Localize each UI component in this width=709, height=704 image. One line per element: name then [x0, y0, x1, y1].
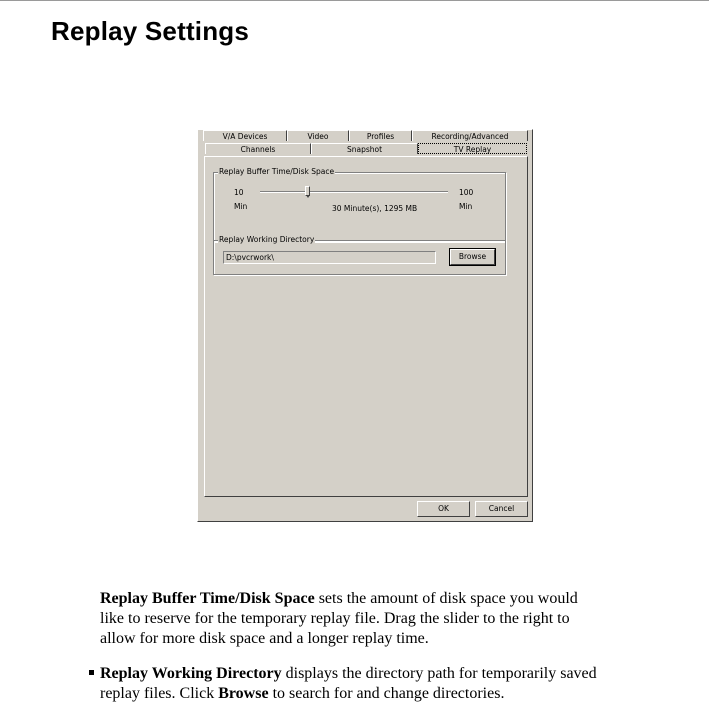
buffer-group-label: Replay Buffer Time/Disk Space [219, 167, 335, 176]
directory-desc-pre: replay files. Click [100, 685, 219, 702]
buffer-groupbox [213, 167, 506, 242]
tab-channels[interactable]: Channels [205, 143, 311, 154]
directory-description [100, 664, 700, 704]
tv-replay-dialog [197, 129, 533, 522]
browse-button[interactable]: Browse [450, 249, 495, 265]
tab-recording-advanced[interactable]: Recording/Advanced [412, 130, 528, 141]
page-title: Replay Settings [51, 16, 250, 46]
buffer-description [100, 589, 690, 649]
directory-desc-rest: displays the directory path for temporarily saved [281, 665, 597, 682]
buffer-slider-track[interactable] [260, 191, 448, 193]
directory-desc-post: to search for and change directories. [268, 685, 505, 702]
buffer-slider-thumb[interactable] [305, 186, 310, 196]
buffer-readout: 30 Minute(s), 1295 MB [332, 204, 418, 213]
tab-panel [204, 156, 528, 497]
directory-groupbox [213, 235, 506, 275]
tab-video[interactable]: Video [287, 130, 349, 141]
bullet-icon [89, 670, 94, 675]
slider-max-unit: Min [459, 202, 473, 211]
buffer-desc-line-2: like to reserve for the temporary replay file. Drag the slider to the right to [100, 610, 570, 627]
slider-max-value: 100 [459, 188, 474, 197]
buffer-desc-line-1: sets the amount of disk space you would [314, 590, 578, 607]
directory-group-label: Replay Working Directory [219, 235, 315, 244]
tab-profiles[interactable]: Profiles [349, 130, 412, 141]
tab-tv-replay[interactable]: TV Replay [418, 143, 527, 154]
working-directory-field[interactable]: D:\pvcrwork\ [223, 251, 436, 264]
slider-min-unit: Min [234, 202, 248, 211]
cancel-button[interactable]: Cancel [475, 501, 528, 517]
buffer-term: Replay Buffer Time/Disk Space [100, 590, 315, 607]
directory-term: Replay Working Directory [100, 665, 282, 682]
tab-va-devices[interactable]: V/A Devices [203, 130, 287, 141]
buffer-desc-line-3: allow for more disk space and a longer replay time. [100, 630, 429, 647]
browse-term: Browse [218, 685, 269, 702]
tab-snapshot[interactable]: Snapshot [311, 143, 418, 154]
top-rule [0, 0, 709, 1]
slider-min-value: 10 [234, 188, 244, 197]
ok-button[interactable]: OK [417, 501, 470, 517]
